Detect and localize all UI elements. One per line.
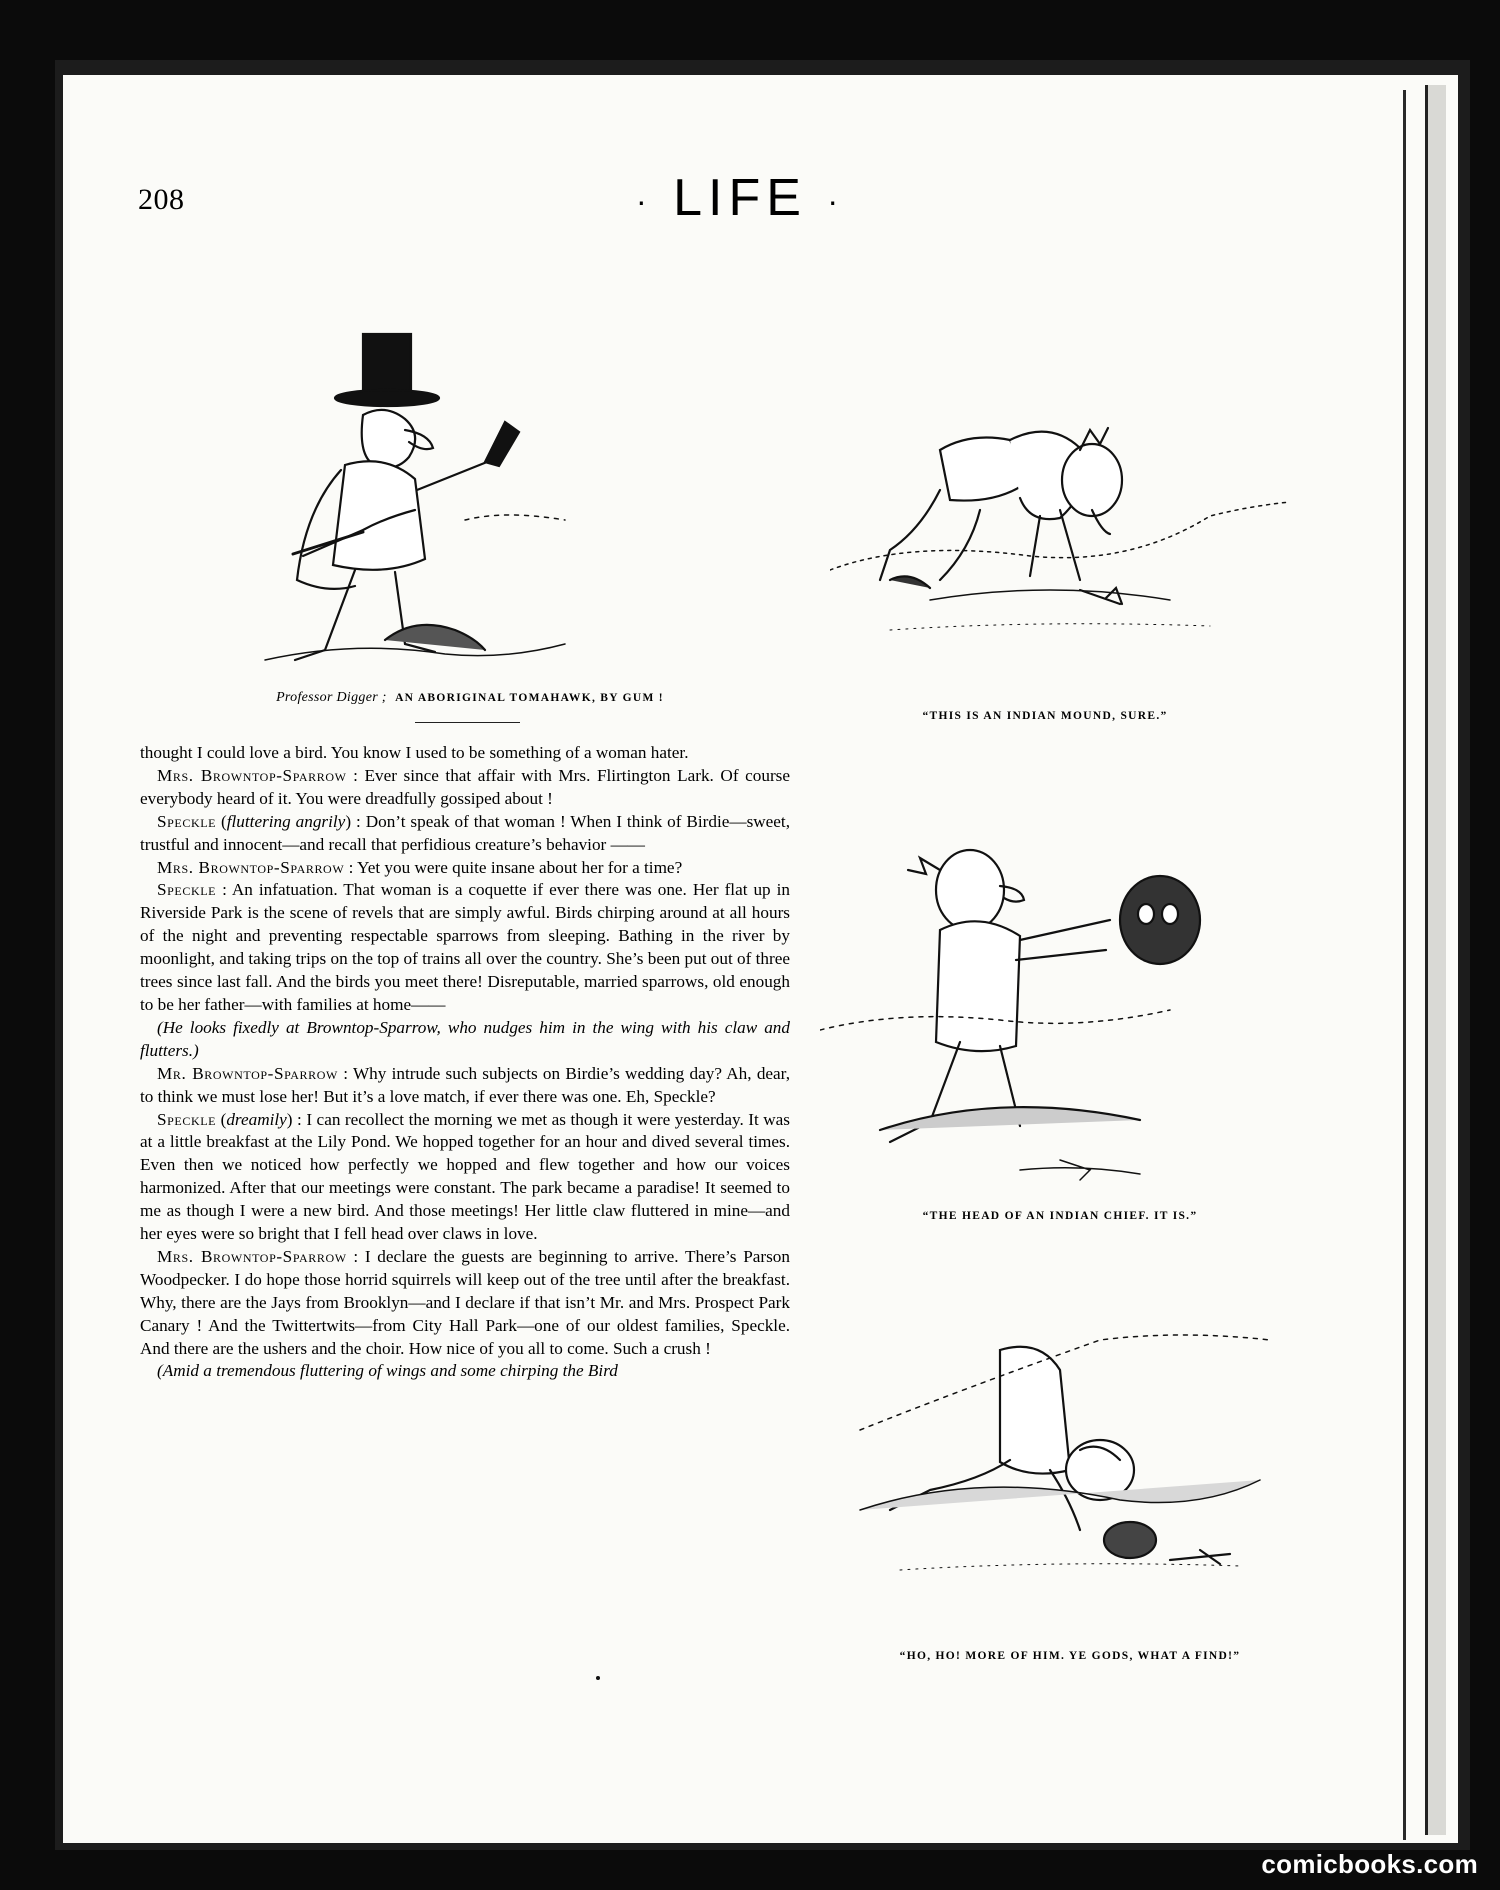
- next-page-edge: [1425, 85, 1446, 1835]
- speaker-name: Mr. Browntop-Sparrow: [157, 1063, 338, 1083]
- article-body: [140, 742, 790, 1383]
- masthead-title: LIFE: [673, 169, 807, 227]
- masthead-dot-right: ·: [827, 182, 845, 219]
- speaker-name: Speckle: [157, 811, 217, 831]
- article-paragraph: Mrs. Browntop-Sparrow : Yet you were quite insane about her for a time?: [157, 857, 683, 877]
- speaker-name: Mrs. Browntop-Sparrow: [157, 765, 347, 785]
- speaker-name: Speckle: [157, 1109, 217, 1129]
- stage-direction-paragraph: (Amid a tremendous fluttering of wings and some chirping the Bird: [157, 1361, 618, 1381]
- article-paragraph: Speckle (dreamily) : I can recollect the morning we met as though it were yesterday. It was at a little breakfast at the Lily Pond. We hopped together for an hour and dived several times. Even then we noticed how perfectly we hopped and flew together and how our voices harmonized. After that our meetings were constant. The park became a paradise! It seemed to me as though I were a new bird. And those meetings! Her little claw fluttered in mine—and her eyes were so bright that I fell head over claws in love.: [140, 1109, 790, 1244]
- caption-1-speaker: Professor Digger ;: [276, 690, 387, 705]
- illustration-digging-man: [840, 1330, 1300, 1590]
- illustration-crawling-man: [830, 410, 1290, 680]
- caption-4: “HO, HO! MORE OF HIM. YE GODS, WHAT A FIND!”: [899, 1650, 1241, 1662]
- caption-1: [250, 690, 690, 706]
- caption-1-text: AN ABORIGINAL TOMAHAWK, BY GUM !: [395, 692, 664, 704]
- speaker-name: Mrs. Browntop-Sparrow: [157, 857, 345, 877]
- speaker-name: Speckle: [157, 880, 217, 900]
- spine-line: [1403, 90, 1406, 1840]
- stage-direction-paragraph: (He looks fixedly at Browntop-Sparrow, who nudges him in the wing with his claw and flutters.): [140, 1017, 790, 1060]
- masthead: [600, 168, 880, 228]
- article-paragraph: Speckle : An infatuation. That woman is a coquette if ever there was one. Her flat up in Riverside Park is the scene of revels that are simply awful. Birds chirping around at all hours of the night and preventing respectable sparrows from sleeping. Bathing in the river by moonlight, and taking trips on the top of trains all over the country. She’s been put out of three trees since last fall. And the birds you meet there! Disreputable, married sparrows, old enough to be her father—with families at home——: [140, 880, 790, 1014]
- article-paragraph: Mrs. Browntop-Sparrow : I declare the guests are beginning to arrive. There’s Parson Woodpecker. I do hope those horrid squirrels will keep out of the tree until after the breakfast. Why, there are the Jays from Brooklyn—and I declare if that isn’t Mr. and Mrs. Prospect Park Canary ! And the Twittertwits—from City Hall Park—one of our oldest families, Speckle. And there are the ushers and the choir. How nice of you all to come. Such a crush !: [140, 1246, 790, 1358]
- article-paragraph: Speckle (fluttering angrily) : Don’t speak of that woman ! When I think of Birdie—sweet, trustful and innocent—and recall that perfidious creature’s behavior ——: [140, 811, 791, 854]
- stage-direction: dreamily: [226, 1109, 287, 1129]
- illustration-professor-tomahawk: [245, 320, 585, 680]
- caption-3: “THE HEAD OF AN INDIAN CHIEF. IT IS.”: [922, 1210, 1198, 1222]
- masthead-dot-left: ·: [635, 182, 653, 219]
- illustration-skull-holder: [820, 830, 1300, 1190]
- article-paragraph: Mrs. Browntop-Sparrow : Ever since that affair with Mrs. Flirtington Lark. Of course everybody heard of it. You were dreadfully gossiped about !: [140, 765, 790, 808]
- caption-2: “THIS IS AN INDIAN MOUND, SURE.”: [922, 710, 1168, 722]
- caption-rule: [415, 722, 520, 723]
- article-paragraph: thought I could love a bird. You know I used to be something of a woman hater.: [140, 743, 689, 762]
- page-bottom-mark: [596, 1676, 600, 1680]
- article-paragraph: Mr. Browntop-Sparrow : Why intrude such subjects on Birdie’s wedding day? Ah, dear, to think we must lose her! But it’s a love match, if ever there was one. Eh, Speckle?: [140, 1063, 791, 1106]
- watermark: comicbooks.com: [1261, 1849, 1478, 1879]
- speaker-name: Mrs. Browntop-Sparrow: [157, 1246, 347, 1266]
- stage-direction: fluttering angrily: [226, 811, 346, 831]
- page-number: 208: [138, 183, 185, 216]
